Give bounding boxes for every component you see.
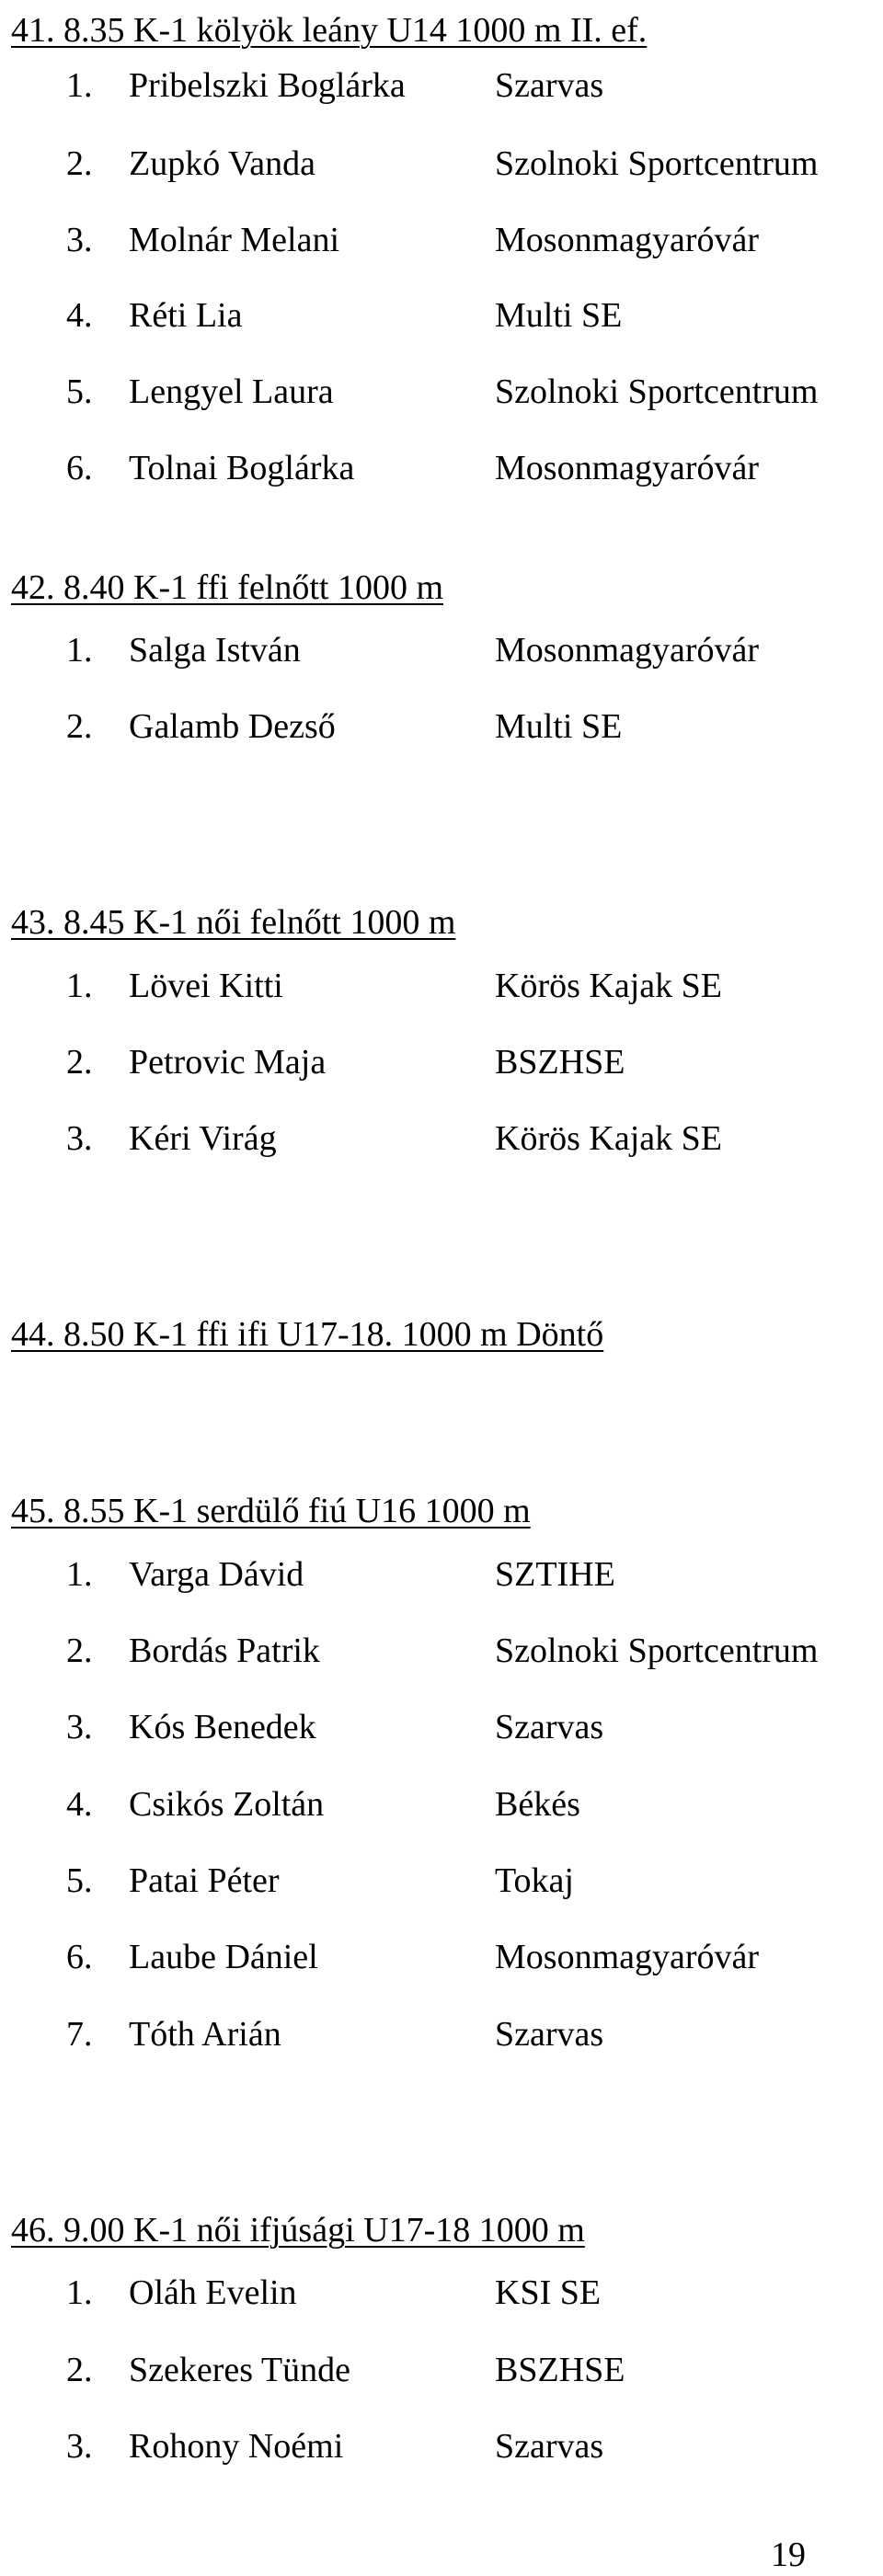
event-title: 42. 8.40 K-1 ffi felnőtt 1000 m [11, 568, 444, 607]
club-name: Szarvas [495, 2015, 604, 2054]
club-name: Körös Kajak SE [495, 1119, 722, 1158]
result-row [0, 1860, 883, 1902]
result-place: 2. [66, 1631, 93, 1670]
club-name: Szolnoki Sportcentrum [495, 1631, 819, 1670]
result-row [0, 1706, 883, 1748]
club-name: Szarvas [495, 2427, 604, 2466]
page-number: 19 [771, 2536, 806, 2574]
result-place: 3. [66, 1708, 93, 1746]
result-row [0, 2425, 883, 2467]
athlete-name: Réti Lia [129, 296, 243, 335]
result-place: 6. [66, 449, 93, 487]
event-title: 41. 8.35 K-1 kölyök leány U14 1000 m II. ef. [11, 11, 648, 50]
athlete-name: Bordás Patrik [129, 1631, 320, 1670]
event-title: 46. 9.00 K-1 női ifjúsági U17-18 1000 m [11, 2211, 585, 2250]
result-place: 7. [66, 2015, 93, 2054]
athlete-name: Szekeres Tünde [129, 2351, 350, 2389]
result-place: 1. [66, 631, 93, 670]
club-name: Tokaj [495, 1861, 574, 1900]
club-name: Mosonmagyaróvár [495, 221, 760, 259]
result-row [0, 1553, 883, 1596]
club-name: Mosonmagyaróvár [495, 1938, 760, 1976]
club-name: KSI SE [495, 2273, 602, 2312]
event-title: 45. 8.55 K-1 serdülő fiú U16 1000 m [11, 1492, 531, 1530]
club-name: BSZHSE [495, 1043, 625, 1082]
athlete-name: Zupkó Vanda [129, 144, 315, 183]
result-row [0, 219, 883, 261]
club-name: Mosonmagyaróvár [495, 449, 760, 487]
athlete-name: Csikós Zoltán [129, 1785, 325, 1824]
result-place: 2. [66, 1043, 93, 1082]
result-row [0, 447, 883, 489]
athlete-name: Rohony Noémi [129, 2427, 344, 2466]
athlete-name: Galamb Dezső [129, 707, 336, 746]
result-place: 3. [66, 221, 93, 259]
athlete-name: Tolnai Boglárka [129, 449, 355, 487]
result-row [0, 2272, 883, 2314]
result-place: 4. [66, 1785, 93, 1824]
athlete-name: Patai Péter [129, 1861, 280, 1900]
result-row [0, 2349, 883, 2391]
result-place: 2. [66, 707, 93, 746]
result-row [0, 64, 883, 107]
result-place: 3. [66, 2427, 93, 2466]
result-place: 1. [66, 2273, 93, 2312]
athlete-name: Tóth Arián [129, 2015, 281, 2054]
result-row [0, 2013, 883, 2055]
result-place: 6. [66, 1938, 93, 1976]
result-row [0, 371, 883, 413]
result-row [0, 1630, 883, 1672]
athlete-name: Kéri Virág [129, 1119, 277, 1158]
club-name: Szolnoki Sportcentrum [495, 372, 819, 411]
result-place: 1. [66, 66, 93, 105]
result-row [0, 1783, 883, 1826]
result-row [0, 1936, 883, 1978]
athlete-name: Lengyel Laura [129, 372, 334, 411]
athlete-name: Oláh Evelin [129, 2273, 297, 2312]
athlete-name: Kós Benedek [129, 1708, 316, 1746]
club-name: Körös Kajak SE [495, 967, 722, 1005]
club-name: SZTIHE [495, 1555, 615, 1594]
athlete-name: Lövei Kitti [129, 967, 283, 1005]
result-place: 2. [66, 2351, 93, 2389]
result-place: 5. [66, 372, 93, 411]
result-row [0, 1117, 883, 1160]
result-row [0, 629, 883, 671]
result-row [0, 143, 883, 185]
club-name: Mosonmagyaróvár [495, 631, 760, 670]
athlete-name: Salga István [129, 631, 301, 670]
result-row [0, 705, 883, 748]
club-name: Szarvas [495, 66, 604, 105]
event-title: 44. 8.50 K-1 ffi ifi U17-18. 1000 m Döntő [11, 1315, 604, 1354]
result-place: 1. [66, 967, 93, 1005]
athlete-name: Petrovic Maja [129, 1043, 327, 1082]
result-row [0, 1041, 883, 1083]
result-place: 3. [66, 1119, 93, 1158]
club-name: Békés [495, 1785, 580, 1824]
result-row [0, 294, 883, 337]
result-row [0, 965, 883, 1007]
event-title: 43. 8.45 K-1 női felnőtt 1000 m [11, 903, 456, 942]
result-place: 4. [66, 296, 93, 335]
club-name: Szolnoki Sportcentrum [495, 144, 819, 183]
athlete-name: Molnár Melani [129, 221, 340, 259]
athlete-name: Laube Dániel [129, 1938, 318, 1976]
club-name: Szarvas [495, 1708, 604, 1746]
athlete-name: Varga Dávid [129, 1555, 304, 1594]
club-name: BSZHSE [495, 2351, 625, 2389]
club-name: Multi SE [495, 296, 623, 335]
result-place: 5. [66, 1861, 93, 1900]
result-place: 1. [66, 1555, 93, 1594]
club-name: Multi SE [495, 707, 623, 746]
athlete-name: Pribelszki Boglárka [129, 66, 406, 105]
result-place: 2. [66, 144, 93, 183]
